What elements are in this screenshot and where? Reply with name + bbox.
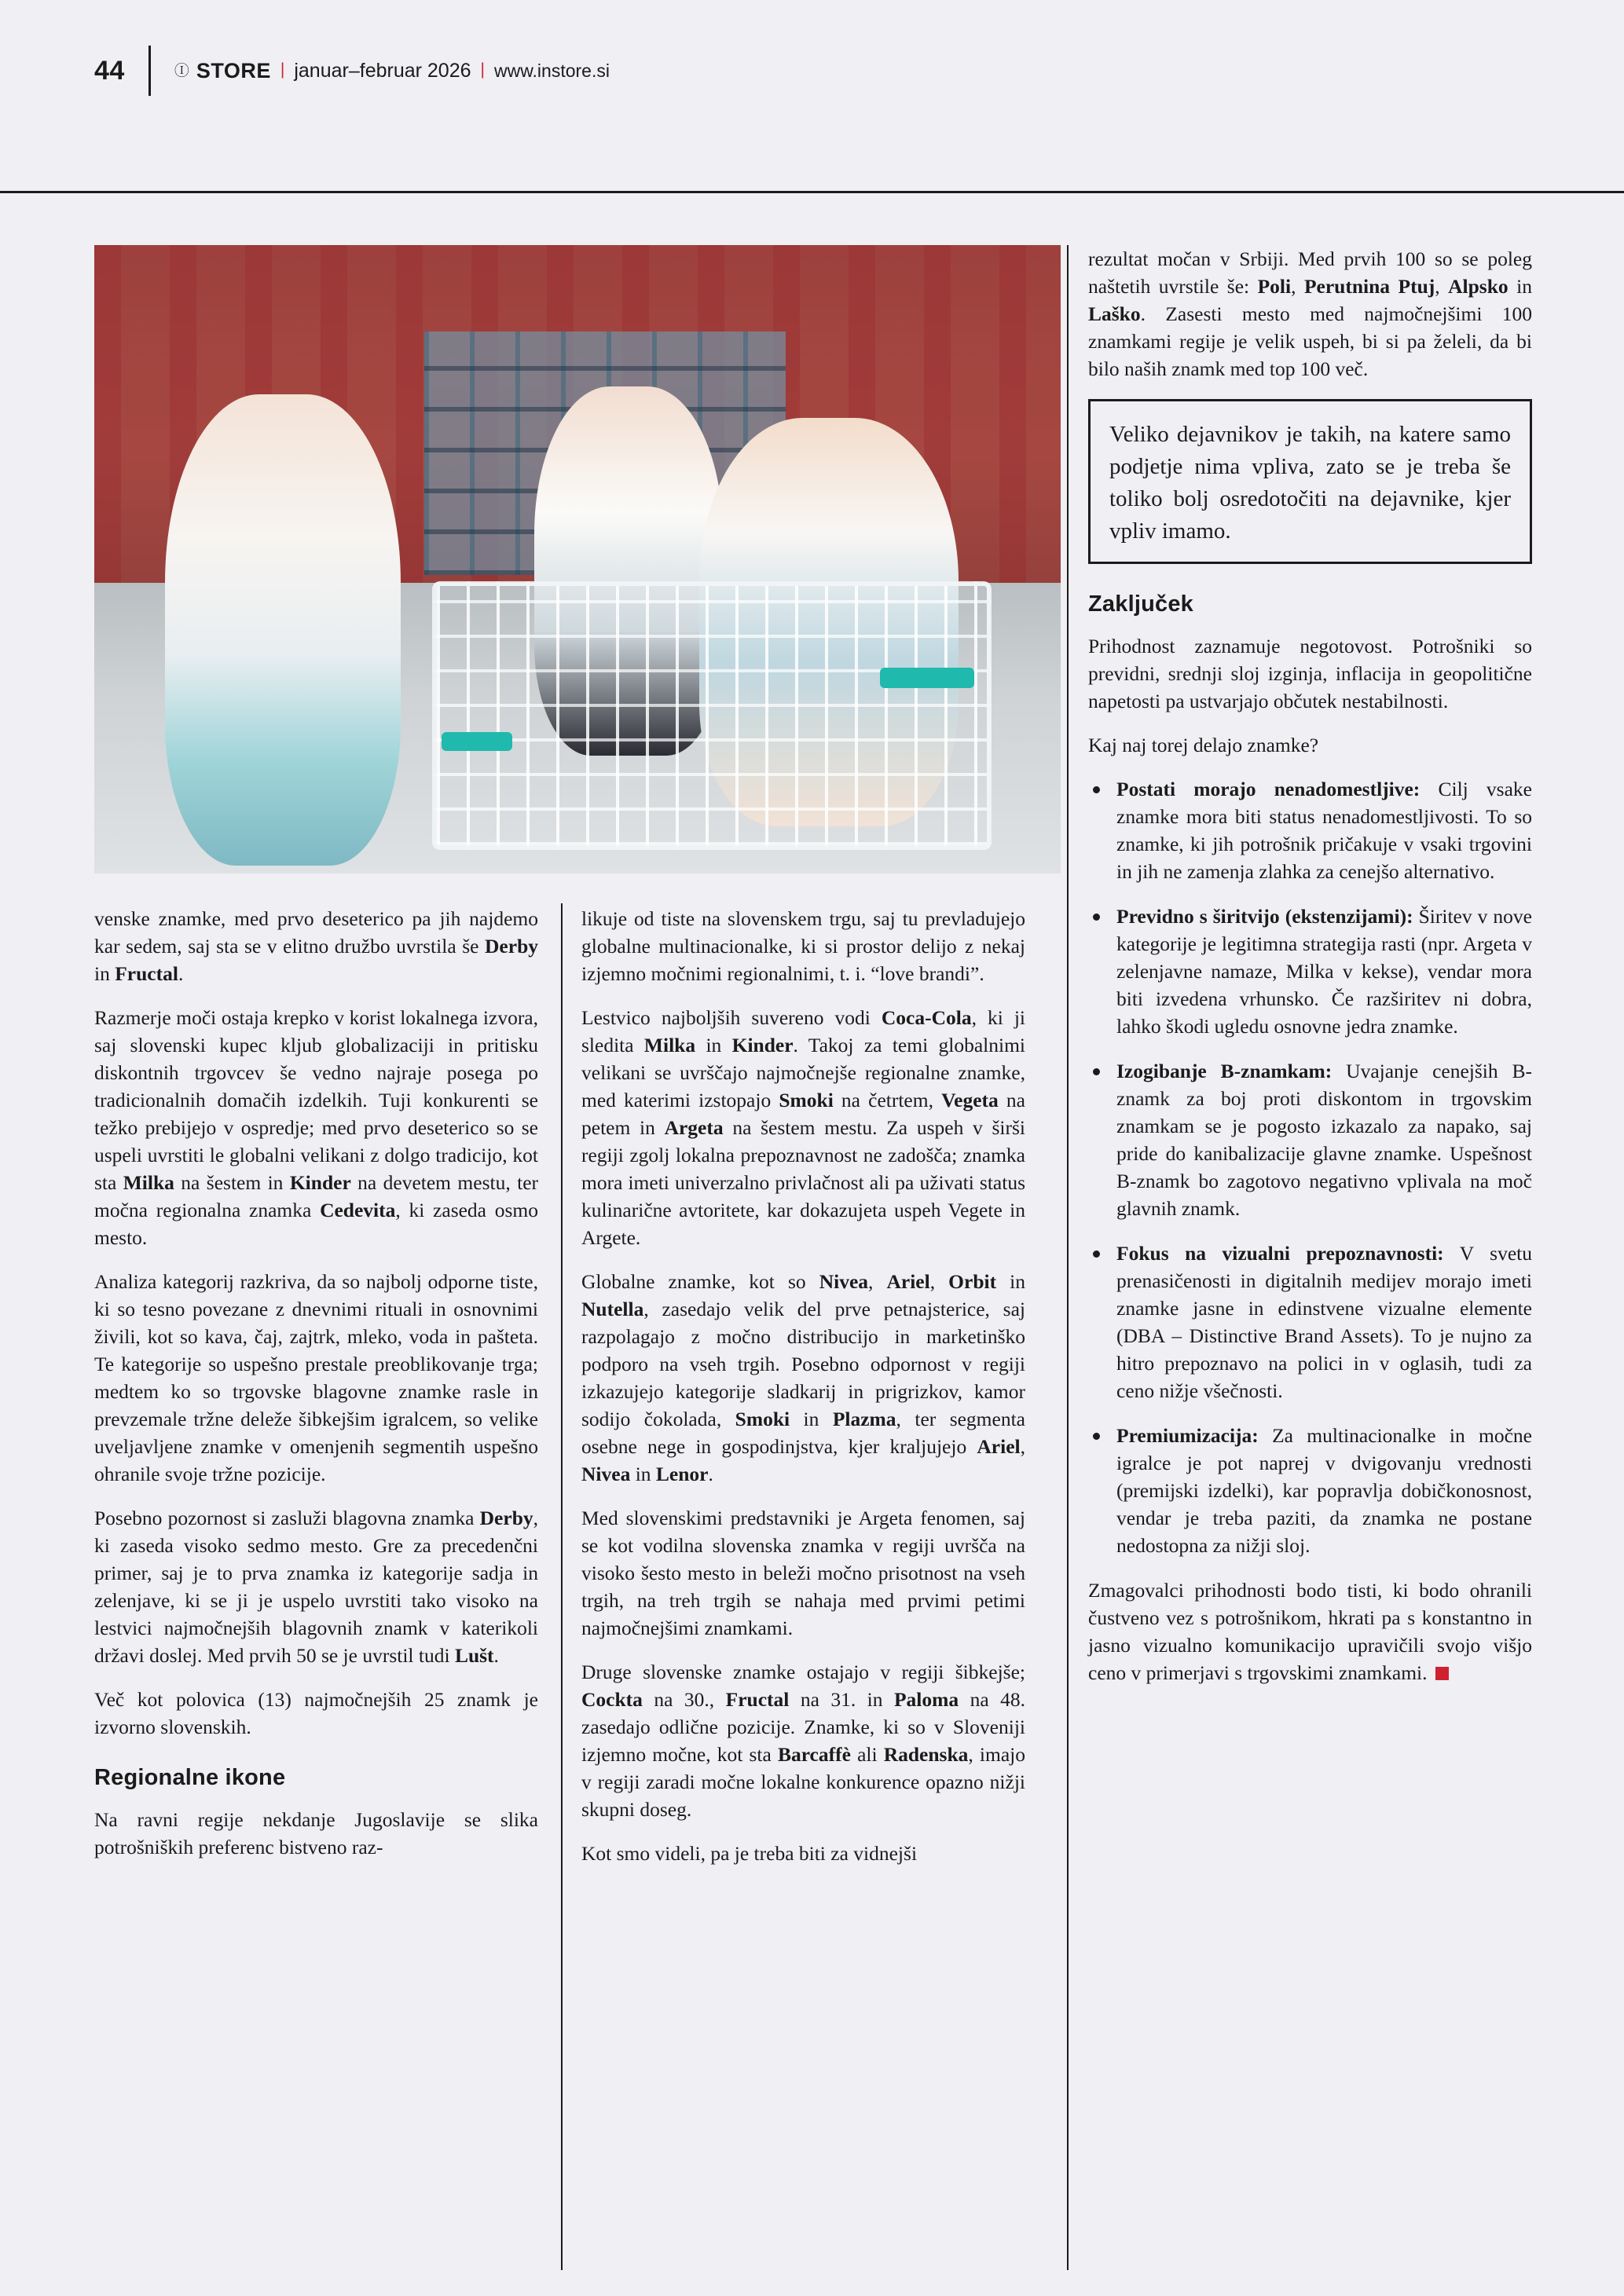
recommendations-list: [1088, 775, 1532, 1559]
question-line: Kaj naj torej delajo znamke?: [1088, 734, 1319, 756]
paragraph: Na ravni regije nekdanje Jugoslavije se slika potrošniških preferenc bistveno raz-: [94, 1808, 538, 1858]
separator-icon: |: [280, 60, 285, 79]
list-item-text: Za multinacionalke in močne igralce je pot naprej v dvigovanju vrednosti (premijski izdelki), kar popravlja dobičkonosnost, vendar je treba paziti, da znamka ne postane nedostopna za nižji sloj.: [1116, 1424, 1532, 1557]
header-divider: [148, 46, 151, 96]
list-item-text: Širitev v nove kategorije je legitimna strategija rasti (npr. Argeta v zelenjavne namaze, Milka v kekse), vendar mora biti izvedena vrhunsko. Če razširitev ni dobra, lahko škodi ugledu osnovne jedra znamke.: [1116, 905, 1532, 1038]
text-column-1: [94, 905, 538, 1877]
paragraph: Kot smo videli, pa je treba biti za vidnejši: [581, 1842, 918, 1865]
list-item: [1088, 1240, 1532, 1404]
list-item-text: Cilj vsake znamke mora biti status nenadomestljivosti. To so znamke, ki jih potrošnik pričakuje v vsaki trgovini in jih ne zamenja zlahka za cenejšo alternativo.: [1116, 778, 1532, 883]
paragraph: Druge slovenske znamke ostajajo v regiji šibkejše; Cockta na 30., Fructal na 31. in Paloma na 48. zasedajo odlične pozicije. Znamke, ki so v Sloveniji izjemno močne, kot sta Barcaffè ali Radenska, imajo v regiji zaradi močne lokalne konkurence opazno nižji skupni doseg.: [581, 1661, 1026, 1821]
closing-paragraph: [1088, 1576, 1532, 1686]
list-item-lead: Postati morajo nenadomestljive:: [1116, 778, 1421, 800]
paragraph: Globalne znamke, kot so Nivea, Ariel, Orbit in Nutella, zasedajo velik del prve petnajsterice, saj razpolagajo z močno distribucijo in marketinško podporo na vseh trgih. Posebno odpornost v regiji izkazujejo kategorije sladkarij in prigrizkov, kamor sodijo čokolada, Smoki in Plazma, ter segmenta osebne nege in gospodinjstva, kjer kraljujejo Ariel, Nivea in Lenor.: [581, 1270, 1026, 1485]
header-rule: [0, 191, 1624, 193]
masthead: [174, 59, 610, 83]
list-item-lead: Premiumizacija:: [1116, 1424, 1259, 1447]
separator-icon-2: |: [480, 60, 485, 79]
paragraph: Prihodnost zaznamuje negotovost. Potrošniki so previdni, srednji sloj izginja, inflacija in geopolitične napetosti pa ustvarjajo občutek nestabilnosti.: [1088, 635, 1532, 712]
paragraph: rezultat močan v Srbiji. Med prvih 100 so se poleg naštetih uvrstile še: Poli, Perutnina Ptuj, Alpsko in Laško. Zasesti mesto med najmočnejšimi 100 znamkami regije je velik uspeh, bi si pa želeli, da bi bilo naših znamk med top 100 več.: [1088, 247, 1532, 380]
list-item: [1088, 775, 1532, 885]
list-item-text: V svetu prenasičenosti in digitalnih medijev morajo imeti znamke jasne in edinstvene vizualne elemente (DBA – Distinctive Brand Assets). To je nujno za hitro prepoznavo na polici in v oglasih, tudi za ceno nižje všečnosti.: [1116, 1242, 1532, 1402]
list-item-lead: Izogibanje B-znamkam:: [1116, 1060, 1333, 1082]
paragraph: likuje od tiste na slovenskem trgu, saj tu prevladujejo globalne multinacionalke, ki si prostor delijo z nekaj izjemno močnimi regionalnimi, t. i. “love brandi”.: [581, 907, 1025, 985]
page-number: 44: [94, 55, 125, 86]
hero-photo: [94, 245, 1061, 873]
cart-handle-right: [880, 668, 974, 688]
page-header: [0, 0, 1624, 191]
paragraph: Analiza kategorij razkriva, da so najbolj odporne tiste, ki so tesno povezane z dnevnimi rituali in osnovnimi živili, kot so kava, čaj, zajtrk, mleko, voda in pašteta. Te kategorije so uspešno prestale preoblikovanje trga; medtem ko so trgovske blagovne znamke rasle in prevzemale tržne deleže šibkejšim igralcem, so velike uveljavljene znamke v omenjenih segmentih uspešno ohranile svoje tržne pozicije.: [94, 1270, 538, 1485]
paragraph: Več kot polovica (13) najmočnejših 25 znamk je izvorno slovenskih.: [94, 1688, 538, 1738]
text-column-3: [1088, 245, 1532, 1703]
column-divider-2: [1067, 245, 1069, 2270]
closing-text: Zmagovalci prihodnosti bodo tisti, ki bodo ohranili čustveno vez s potrošnikom, hkrati pa s konstantno in jasno vizualno komunikacijo upravičili svojo višjo ceno v primerjavi s trgovskimi znamkami.: [1088, 1579, 1532, 1684]
paragraph: Razmerje moči ostaja krepko v korist lokalnega izvora, saj slovenski kupec kljub globalizaciji in pritisku diskontnih trgovcev še vedno najraje posega po tradicionalnih domačih izdelkih. Tuji konkurenti se težko prebijejo v ospredje; med prvo deseterico so se uspeli uvrstiti le globalni velikani z dolgo tradicijo, kot sta Milka na šestem in Kinder na devetem mestu, ter močna regionalna znamka Cedevita, ki zaseda osmo mesto.: [94, 1006, 539, 1249]
section-title-zakljucek: Zaključek: [1088, 591, 1193, 617]
website-url: www.instore.si: [493, 60, 610, 81]
paragraph: Lestvico najboljših suvereno vodi Coca-Cola, ki ji sledita Milka in Kinder. Takoj za temi globalnimi velikani se uvrščajo najmočnejše regionalne znamke, med katerimi izstopajo Smoki na četrtem, Vegeta na petem in Argeta na šestem mestu. Za uspeh v širši regiji zgolj lokalna prepoznavnost ne zadošča; znamka mora imeti univerzalno privlačnost ali pa uživati status kulinarične avtoritete, kar dokazujeta uspeh Vegete in Argete.: [581, 1006, 1026, 1249]
paragraph: venske znamke, med prvo deseterico pa jih najdemo kar sedem, saj sta se v elitno družbo uvrstila še Derby in Fructal.: [94, 907, 538, 985]
paragraph: Posebno pozornost si zasluži blagovna znamka Derby, ki zaseda visoko sedmo mesto. Gre za precedenčni primer, saj je to prva znamka iz kategorije sadja in zelenjave, ki se ji je uspelo uvrstiti tako visoko na lestvici najmočnejših blagovnih znamk v katerikoli državi doslej. Med prvih 50 se je uvrstil tudi Lušt.: [94, 1507, 538, 1667]
paragraph: Med slovenskimi predstavniki je Argeta fenomen, saj se kot vodilna slovenska znamka v regiji uvršča na visoko šesto mesto in beleži močno prisotnost na vseh trgih, na treh trgih se nahaja med prvimi petimi najmočnejšimi znamkami.: [581, 1507, 1025, 1639]
list-item-lead: Previdno s širitvijo (ekstenzijami):: [1116, 905, 1413, 928]
section-title-regionalne-ikone: Regionalne ikone: [94, 1765, 286, 1790]
column-divider-1: [561, 903, 563, 2270]
list-item-text: Uvajanje cenejših B-znamk za boj proti diskontom in trgovskim znamkam se je pogosto izkazalo za napako, saj pride do kanibalizacije glavne znamke. Uspešnost B-znamk bo zagotovo negativno vplivala na moč glavnih znamk.: [1116, 1060, 1532, 1220]
photo-person-left: [165, 394, 401, 866]
list-item: [1088, 1057, 1532, 1222]
header-inner: [94, 47, 610, 94]
shopping-cart: [432, 581, 992, 850]
copyright-icon: Ⓘ: [174, 62, 189, 79]
pull-quote: Veliko dejavnikov je takih, na katere samo podjetje nima vpliva, zato se je treba še toliko bolj osredotočiti na dejavnike, kjer vpliv imamo.: [1088, 399, 1532, 564]
list-item: [1088, 1422, 1532, 1559]
list-item: [1088, 903, 1532, 1040]
brand-name: STORE: [196, 58, 271, 82]
issue-date: januar–februar 2026: [294, 59, 471, 82]
text-column-2: [581, 905, 1025, 1884]
list-item-lead: Fokus na vizualni prepoznavnosti:: [1116, 1242, 1444, 1265]
cart-handle-left: [442, 732, 512, 751]
end-of-article-icon: [1435, 1667, 1449, 1680]
